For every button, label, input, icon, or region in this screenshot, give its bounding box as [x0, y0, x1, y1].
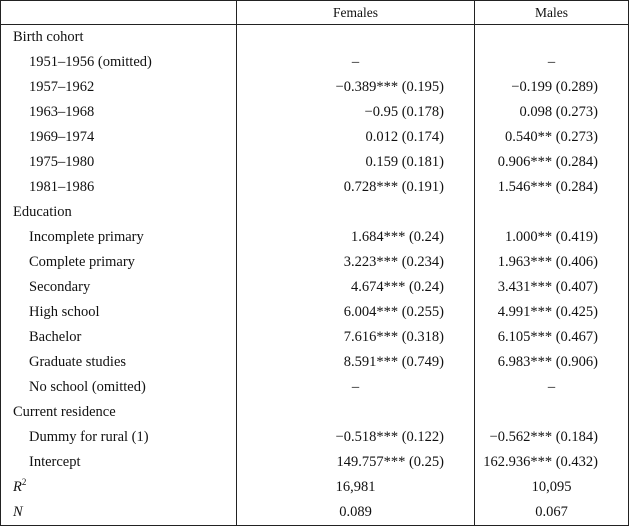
- table-row: [1, 300, 629, 325]
- table-row: [1, 175, 629, 200]
- female-estimate: [237, 25, 475, 51]
- male-estimate: 1.000** (0.419): [475, 225, 629, 250]
- row-label: High school: [1, 300, 237, 325]
- row-label: 1969–1974: [1, 125, 237, 150]
- female-estimate: −0.518*** (0.122): [237, 425, 475, 450]
- table-body: [1, 25, 629, 526]
- male-estimate: −0.562*** (0.184): [475, 425, 629, 450]
- table-row: [1, 350, 629, 375]
- row-label: Intercept: [1, 450, 237, 475]
- female-estimate: 6.004*** (0.255): [237, 300, 475, 325]
- female-estimate: –: [237, 375, 475, 400]
- table-row: [1, 450, 629, 475]
- row-label: Dummy for rural (1): [1, 425, 237, 450]
- row-label: Graduate studies: [1, 350, 237, 375]
- female-estimate: −0.389*** (0.195): [237, 75, 475, 100]
- header-males: Males: [475, 1, 629, 25]
- male-estimate: –: [475, 375, 629, 400]
- male-estimate: 3.431*** (0.407): [475, 275, 629, 300]
- table-row: [1, 200, 629, 225]
- female-estimate: [237, 200, 475, 225]
- female-estimate: 3.223*** (0.234): [237, 250, 475, 275]
- row-label: Secondary: [1, 275, 237, 300]
- female-estimate: −0.95 (0.178): [237, 100, 475, 125]
- male-estimate: 6.105*** (0.467): [475, 325, 629, 350]
- table-row: [1, 125, 629, 150]
- male-estimate: 1.963*** (0.406): [475, 250, 629, 275]
- table-row: [1, 275, 629, 300]
- female-estimate: 8.591*** (0.749): [237, 350, 475, 375]
- table-row: [1, 225, 629, 250]
- table-row: [1, 400, 629, 425]
- n-male: 0.067: [475, 500, 629, 526]
- male-estimate: [475, 25, 629, 51]
- male-estimate: 0.540** (0.273): [475, 125, 629, 150]
- header-females: Females: [237, 1, 475, 25]
- row-label: Incomplete primary: [1, 225, 237, 250]
- female-estimate: [237, 400, 475, 425]
- table-row: [1, 50, 629, 75]
- table-row: [1, 75, 629, 100]
- table-row: [1, 325, 629, 350]
- table-row: [1, 25, 629, 51]
- table-row: [1, 375, 629, 400]
- female-estimate: 149.757*** (0.25): [237, 450, 475, 475]
- header-row: [1, 1, 629, 25]
- male-estimate: [475, 200, 629, 225]
- female-estimate: 0.159 (0.181): [237, 150, 475, 175]
- row-label: No school (omitted): [1, 375, 237, 400]
- male-estimate: 1.546*** (0.284): [475, 175, 629, 200]
- section-label: Education: [1, 200, 237, 225]
- female-estimate: 1.684*** (0.24): [237, 225, 475, 250]
- male-estimate: −0.199 (0.289): [475, 75, 629, 100]
- table-row: [1, 100, 629, 125]
- n-female: 0.089: [237, 500, 475, 526]
- r-squared-female: 16,981: [237, 475, 475, 500]
- row-label: Bachelor: [1, 325, 237, 350]
- table-row: [1, 250, 629, 275]
- r-squared-male: 10,095: [475, 475, 629, 500]
- male-estimate: [475, 400, 629, 425]
- section-label: Birth cohort: [1, 25, 237, 51]
- female-estimate: –: [237, 50, 475, 75]
- male-estimate: 4.991*** (0.425): [475, 300, 629, 325]
- row-label: 1975–1980: [1, 150, 237, 175]
- n-label: N: [1, 500, 237, 526]
- r-squared-row: [1, 475, 629, 500]
- row-label: 1951–1956 (omitted): [1, 50, 237, 75]
- row-label: Complete primary: [1, 250, 237, 275]
- row-label: 1981–1986: [1, 175, 237, 200]
- header-empty: [1, 1, 237, 25]
- female-estimate: 7.616*** (0.318): [237, 325, 475, 350]
- table-row: [1, 425, 629, 450]
- n-row: [1, 500, 629, 526]
- section-label: Current residence: [1, 400, 237, 425]
- male-estimate: –: [475, 50, 629, 75]
- male-estimate: 6.983*** (0.906): [475, 350, 629, 375]
- row-label: 1963–1968: [1, 100, 237, 125]
- male-estimate: 0.098 (0.273): [475, 100, 629, 125]
- row-label: 1957–1962: [1, 75, 237, 100]
- table-row: [1, 150, 629, 175]
- r-squared-label: $R^2$: [1, 475, 237, 500]
- female-estimate: 0.728*** (0.191): [237, 175, 475, 200]
- female-estimate: 0.012 (0.174): [237, 125, 475, 150]
- male-estimate: 0.906*** (0.284): [475, 150, 629, 175]
- male-estimate: 162.936*** (0.432): [475, 450, 629, 475]
- female-estimate: 4.674*** (0.24): [237, 275, 475, 300]
